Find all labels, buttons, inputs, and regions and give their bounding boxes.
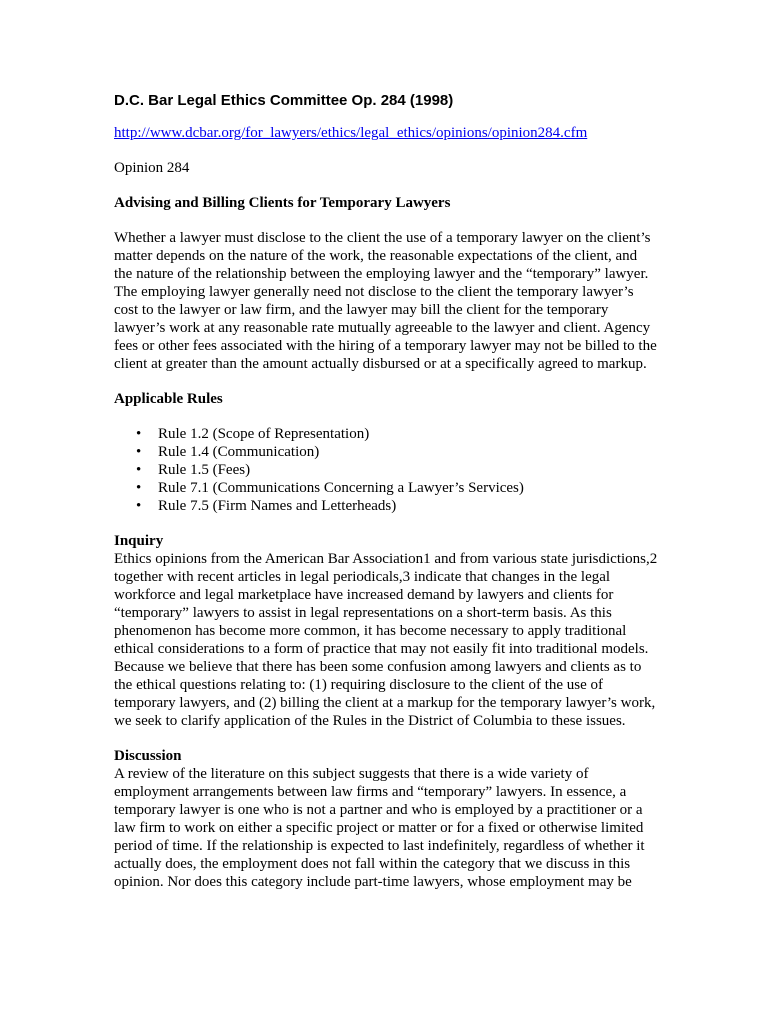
bullet-icon: •: [136, 480, 142, 496]
inquiry-heading: Inquiry: [114, 533, 164, 549]
rule-item: [136, 443, 659, 461]
discussion-paragraph: A review of the literature on this subject suggests that there is a wide variety of employment arrangements between law firms and “temporary” lawyers. In essence, a temporary lawyer is one who is not a partner and who is employed by a practitioner or a law firm to work on either a specific project or matter or for a fixed or otherwise limited period of time. If the relationship is expected to last indefinitely, regardless of whether it actually does, the employment does not fall within the category that we discuss in this opinion. Nor does this category include part-time lawyers, whose employment may be: [114, 766, 645, 890]
rule-item-label: Rule 7.1 (Communications Concerning a Lawyer’s Services): [158, 480, 524, 496]
document-title: D.C. Bar Legal Ethics Committee Op. 284 (1998): [114, 92, 454, 109]
rule-item: [136, 497, 659, 515]
applicable-rules-list: [114, 425, 659, 515]
inquiry-paragraph: Ethics opinions from the American Bar Association1 and from various state jurisdictions,2 together with recent articles in legal periodicals,3 indicate that changes in the legal workforce and legal marketplace have increased demand by lawyers and clients for “temporary” lawyers to assist in legal representations on a short-term basis. As this phenomenon has become more common, it has become necessary to apply traditional ethical considerations to a form of practice that may not easily fit into traditional models. Because we believe that there has been some confusion among lawyers and clients as to the ethical questions relating to: (1) requiring disclosure to the client of the use of temporary lawyers, and (2) billing the client at a markup for the temporary lawyer’s work, we seek to clarify application of the Rules in the District of Columbia to these issues.: [114, 551, 658, 729]
bullet-icon: •: [136, 426, 142, 442]
rule-item: [136, 479, 659, 497]
bullet-icon: •: [136, 444, 142, 460]
opinion-url-link[interactable]: http://www.dcbar.org/for_lawyers/ethics/legal_ethics/opinions/opinion284.cfm: [114, 125, 588, 141]
discussion-heading: Discussion: [114, 748, 182, 764]
rule-item-label: Rule 1.2 (Scope of Representation): [158, 426, 370, 442]
rule-item-label: Rule 1.5 (Fees): [158, 462, 251, 478]
bullet-icon: •: [136, 498, 142, 514]
applicable-rules-heading: Applicable Rules: [114, 391, 223, 407]
opinion-heading: Advising and Billing Clients for Temporary Lawyers: [114, 195, 451, 211]
opinion-number: Opinion 284: [114, 160, 190, 176]
summary-paragraph: Whether a lawyer must disclose to the client the use of a temporary lawyer on the client’s matter depends on the nature of the work, the reasonable expectations of the client, and the nature of the relationship between the employing lawyer and the “temporary” lawyer. The employing lawyer generally need not disclose to the client the temporary lawyer’s cost to the lawyer or law firm, and the lawyer may bill the client for the temporary lawyer’s work at any reasonable rate mutually agreeable to the lawyer and client. Agency fees or other fees associated with the hiring of a temporary lawyer may not be billed to the client at greater than the amount actually disbursed or at a specifically agreed to markup.: [114, 230, 657, 372]
rule-item: [136, 425, 659, 443]
rule-item-label: Rule 7.5 (Firm Names and Letterheads): [158, 498, 397, 514]
rule-item: [136, 461, 659, 479]
bullet-icon: •: [136, 462, 142, 478]
document-page: [114, 92, 659, 908]
rule-item-label: Rule 1.4 (Communication): [158, 444, 320, 460]
